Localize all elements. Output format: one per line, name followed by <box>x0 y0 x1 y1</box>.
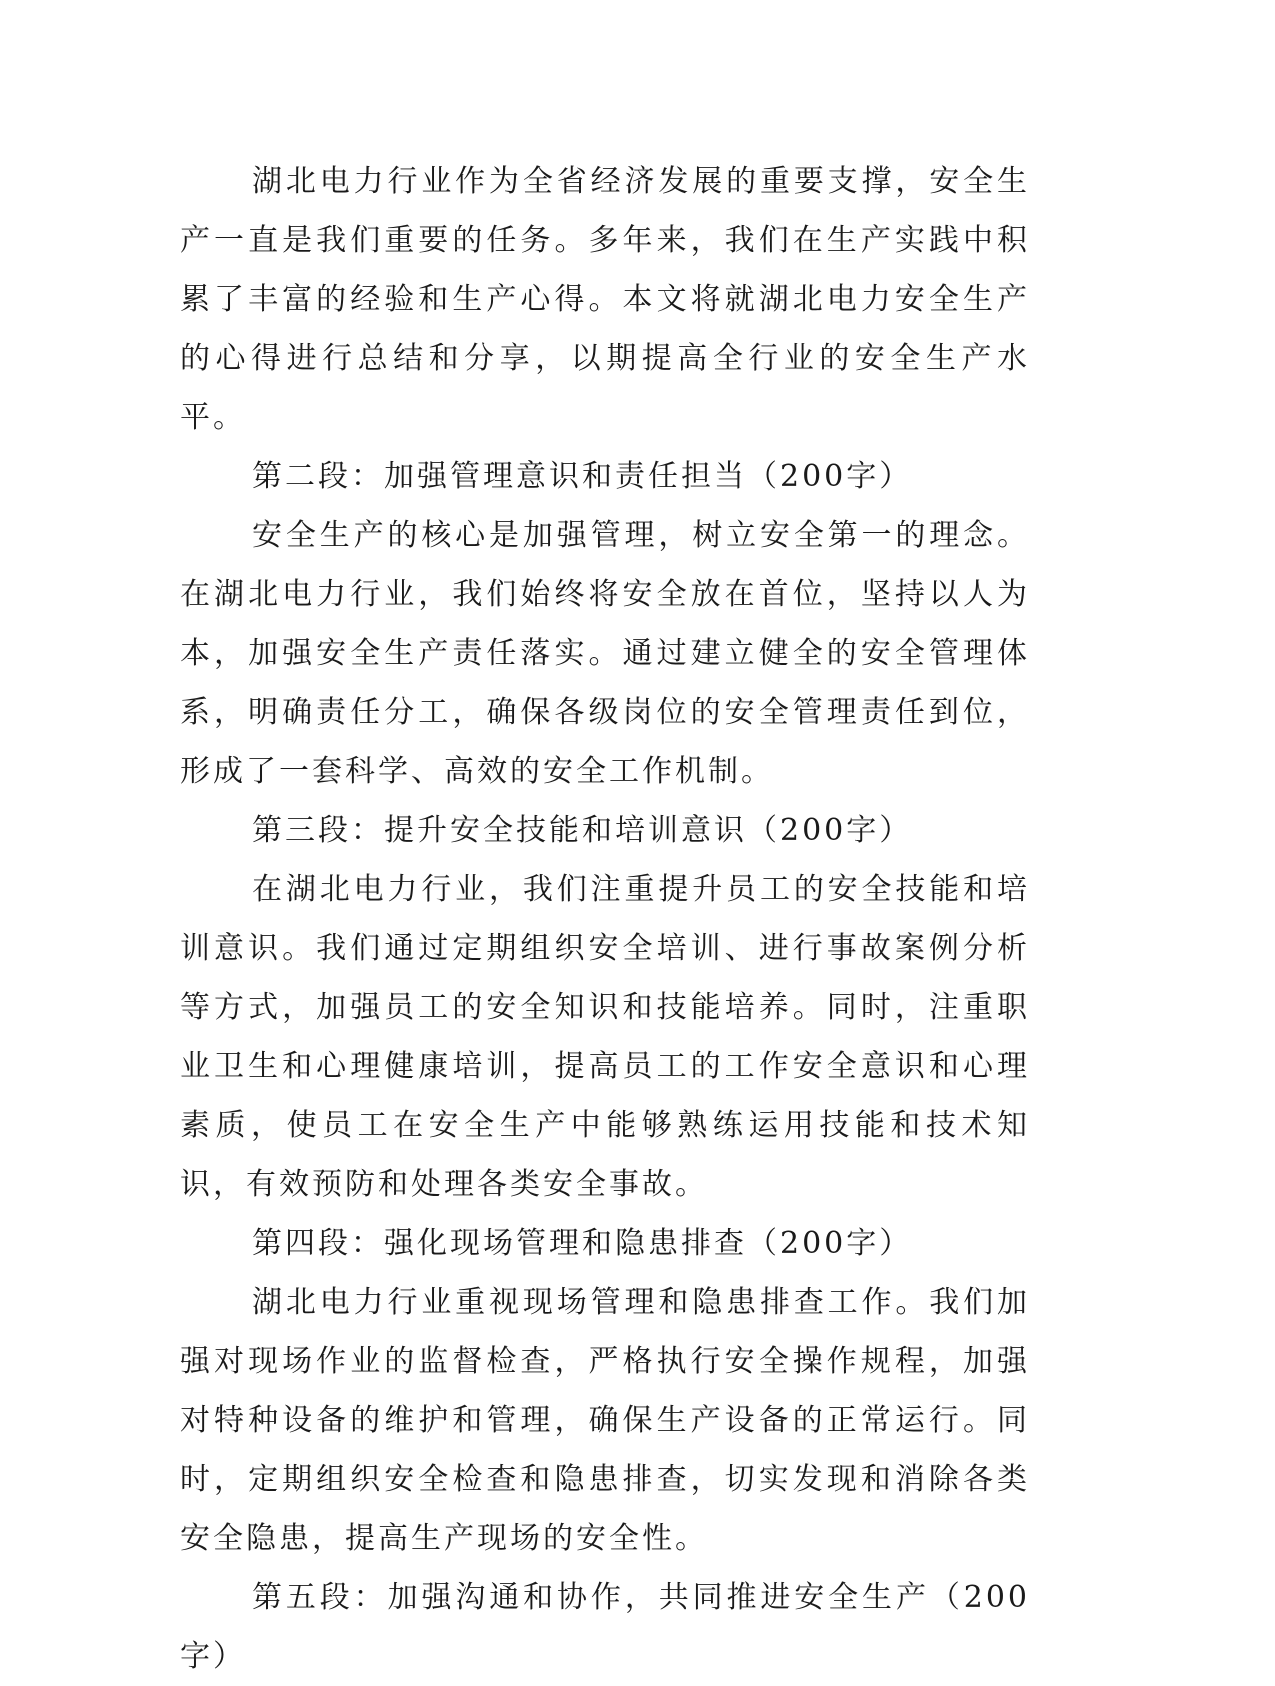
section-paragraph-3: 在湖北电力行业，我们注重提升员工的安全技能和培训意识。我们通过定期组织安全培训、进行事故案例分析等方式，加强员工的安全知识和技能培养。同时，注重职业卫生和心理健康培训，提高员工的工作安全意识和心理素质，使员工在安全生产中能够熟练运用技能和技术知识，有效预防和处理各类安全事故。 <box>180 872 1030 1202</box>
document-page <box>180 152 1030 1686</box>
section-heading-4: 第四段：强化现场管理和隐患排查（200字） <box>252 1226 913 1261</box>
section-heading-3: 第三段：提升安全技能和培训意识（200字） <box>252 813 913 848</box>
section-heading-2: 第二段：加强管理意识和责任担当（200字） <box>252 459 913 494</box>
section-paragraph-4: 湖北电力行业重视现场管理和隐患排查工作。我们加强对现场作业的监督检查，严格执行安全操作规程，加强对特种设备的维护和管理，确保生产设备的正常运行。同时，定期组织安全检查和隐患排查，切实发现和消除各类安全隐患，提高生产现场的安全性。 <box>180 1285 1030 1556</box>
section-paragraph-2: 安全生产的核心是加强管理，树立安全第一的理念。在湖北电力行业，我们始终将安全放在首位，坚持以人为本，加强安全生产责任落实。通过建立健全的安全管理体系，明确责任分工，确保各级岗位的安全管理责任到位，形成了一套科学、高效的安全工作机制。 <box>180 518 1030 789</box>
intro-paragraph: 湖北电力行业作为全省经济发展的重要支撑，安全生产一直是我们重要的任务。多年来，我们在生产实践中积累了丰富的经验和生产心得。本文将就湖北电力安全生产的心得进行总结和分享，以期提高全行业的安全生产水平。 <box>180 164 1030 435</box>
section-heading-5: 第五段：加强沟通和协作，共同推进安全生产（200字） <box>180 1580 1030 1674</box>
